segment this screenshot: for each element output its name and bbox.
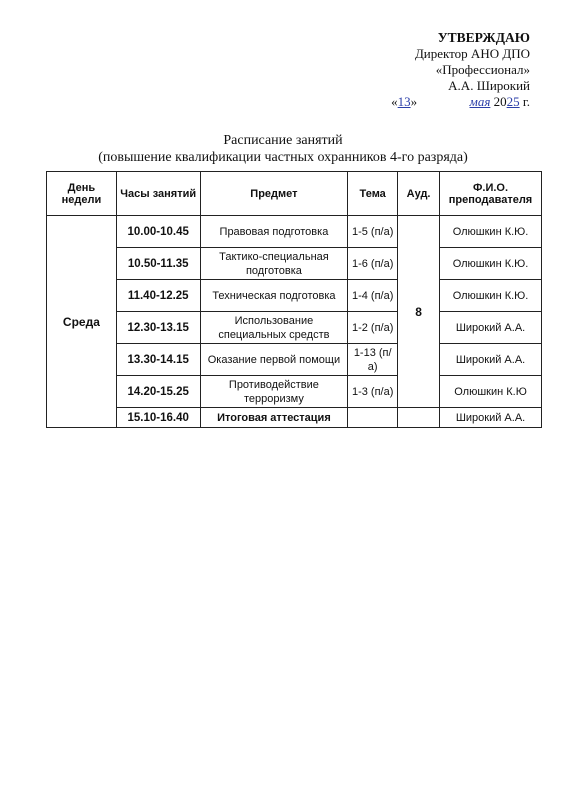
time-cell: 10.00-10.45 (116, 216, 200, 248)
teacher-cell: Олюшкин К.Ю. (440, 248, 542, 280)
header-room: Ауд. (398, 172, 440, 216)
approval-heading: УТВЕРЖДАЮ (437, 30, 530, 45)
table-row (47, 312, 542, 344)
header-day: День недели (47, 172, 117, 216)
time-cell: 11.40-12.25 (116, 280, 200, 312)
approval-month: мая (469, 94, 491, 109)
table-row (47, 280, 542, 312)
time-cell: 10.50-11.35 (116, 248, 200, 280)
table-row (47, 216, 542, 248)
approval-date: «13» мая 2025 г. (391, 94, 530, 109)
subject-cell: Тактико-специальная подготовка (200, 248, 348, 280)
subject-cell: Противодействие терроризму (200, 376, 348, 408)
time-cell: 15.10-16.40 (116, 408, 200, 428)
header-subject: Предмет (200, 172, 348, 216)
topic-cell: 1-6 (п/а) (348, 248, 398, 280)
day-cell: Среда (47, 216, 117, 428)
topic-cell: 1-3 (п/а) (348, 376, 398, 408)
header-topic: Тема (348, 172, 398, 216)
topic-cell: 1-13 (п/а) (348, 344, 398, 376)
table-row (47, 376, 542, 408)
page-title (0, 132, 566, 166)
table-row (47, 344, 542, 376)
table-row (47, 248, 542, 280)
teacher-cell: Олюшкин К.Ю. (440, 216, 542, 248)
room-cell: 8 (398, 216, 440, 408)
header-hours: Часы занятий (116, 172, 200, 216)
teacher-cell: Широкий А.А. (440, 408, 542, 428)
approval-block (391, 30, 530, 110)
approval-org: «Профессионал» (435, 62, 530, 77)
subject-cell: Использование специальных средств (200, 312, 348, 344)
header-teacher: Ф.И.О. преподавателя (440, 172, 542, 216)
subject-cell: Техническая подготовка (200, 280, 348, 312)
subject-cell: Итоговая аттестация (200, 408, 348, 428)
topic-cell: 1-4 (п/а) (348, 280, 398, 312)
topic-cell (348, 408, 398, 428)
title-line-1: Расписание занятий (223, 133, 343, 148)
approval-name: А.А. Широкий (448, 78, 530, 93)
subject-cell: Оказание первой помощи (200, 344, 348, 376)
topic-cell: 1-2 (п/а) (348, 312, 398, 344)
title-line-2: (повышение квалификации частных охранников 4-го разряда) (98, 150, 468, 165)
room-cell-empty (398, 408, 440, 428)
topic-cell: 1-5 (п/а) (348, 216, 398, 248)
teacher-cell: Широкий А.А. (440, 312, 542, 344)
teacher-cell: Олюшкин К.Ю. (440, 280, 542, 312)
schedule-table (46, 171, 542, 428)
table-row (47, 408, 542, 428)
time-cell: 14.20-15.25 (116, 376, 200, 408)
approval-day: 13 (397, 94, 411, 109)
subject-cell: Правовая подготовка (200, 216, 348, 248)
teacher-cell: Олюшкин К.Ю (440, 376, 542, 408)
table-header-row (47, 172, 542, 216)
time-cell: 13.30-14.15 (116, 344, 200, 376)
approval-year: 25 (506, 94, 520, 109)
teacher-cell: Широкий А.А. (440, 344, 542, 376)
time-cell: 12.30-13.15 (116, 312, 200, 344)
approval-position: Директор АНО ДПО (414, 46, 530, 61)
